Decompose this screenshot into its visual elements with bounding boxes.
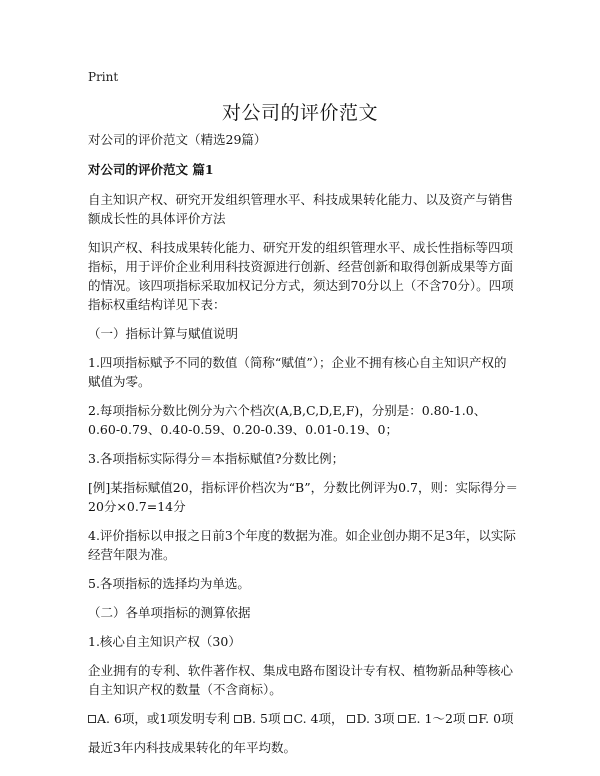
option-e[interactable] [398,711,465,726]
paragraph: 最近3年内科技成果转化的年平均数。 [88,740,296,755]
checkbox-icon [284,715,292,723]
option-d[interactable] [347,711,394,726]
section-heading: 对公司的评价范文 篇1 [88,162,214,177]
option-c[interactable] [284,711,343,726]
paragraph: 1.核心自主知识产权（30） [88,634,241,649]
checkbox-icon [398,715,406,723]
document-subtitle: 对公司的评价范文（精选29篇） [88,132,267,147]
document-body [88,130,518,767]
subheading: （一）指标计算与赋值说明 [88,326,239,341]
option-label: C. 4项， [293,711,344,726]
option-b[interactable] [234,711,281,726]
option-f[interactable] [469,711,513,726]
paragraph: 1.四项指标赋予不同的数值（简称“赋值”）；企业不拥有核心自主知识产权的赋值为零。 [88,355,507,389]
option-label: B. 5项 [242,711,281,726]
checkbox-icon [234,715,242,723]
option-label: E. 1～2项 [407,711,466,726]
paragraph: 5.各项指标的选择均为单选。 [88,576,250,591]
paragraph: 企业拥有的专利、软件著作权、集成电路布图设计专有权、植物新品种等核心自主知识产权的数量（不含商标）。 [88,663,514,697]
option-label: A. 6项，或1项发明专利 [97,711,230,726]
paragraph: [例]某指标赋值20，指标评价档次为“B”，分数比例评为0.7，则：实际得分＝20分×0.7=14分 [88,480,519,514]
page-title: 对公司的评价范文 [221,102,378,124]
checkbox-icon [88,715,96,723]
subheading: （二）各单项指标的测算依据 [88,605,251,620]
paragraph: 知识产权、科技成果转化能力、研究开发的组织管理水平、成长性指标等四项指标，用于评价企业利用科技资源进行创新、经营创新和取得创新成果等方面的情况。该四项指标采取加权记分方式，须达到70分以上（不含70分）。四项指标权重结构详见下表： [88,240,514,312]
paragraph: 4.评价指标以申报之日前3个年度的数据为准。如企业创办期不足3年，以实际经营年限为准。 [88,528,516,562]
paragraph: 自主知识产权、研究开发组织管理水平、科技成果转化能力、以及资产与销售额成长性的具体评价方法 [88,192,514,226]
option-label: F. 0项 [478,711,514,726]
paragraph: 3.各项指标实际得分＝本指标赋值?分数比例； [88,451,345,466]
option-a[interactable] [88,711,230,726]
option-label: D. 3项 [356,711,395,726]
print-link[interactable]: Print [88,70,119,84]
checkbox-icon [347,715,355,723]
paragraph: 2.每项指标分数比例分为六个档次(A,B,C,D,E,F)，分别是：0.80-1.0、0.60-0.79、0.40-0.59、0.20-0.39、0.01-0.19、0； [88,403,487,437]
option-list [88,709,518,728]
checkbox-icon [469,715,477,723]
